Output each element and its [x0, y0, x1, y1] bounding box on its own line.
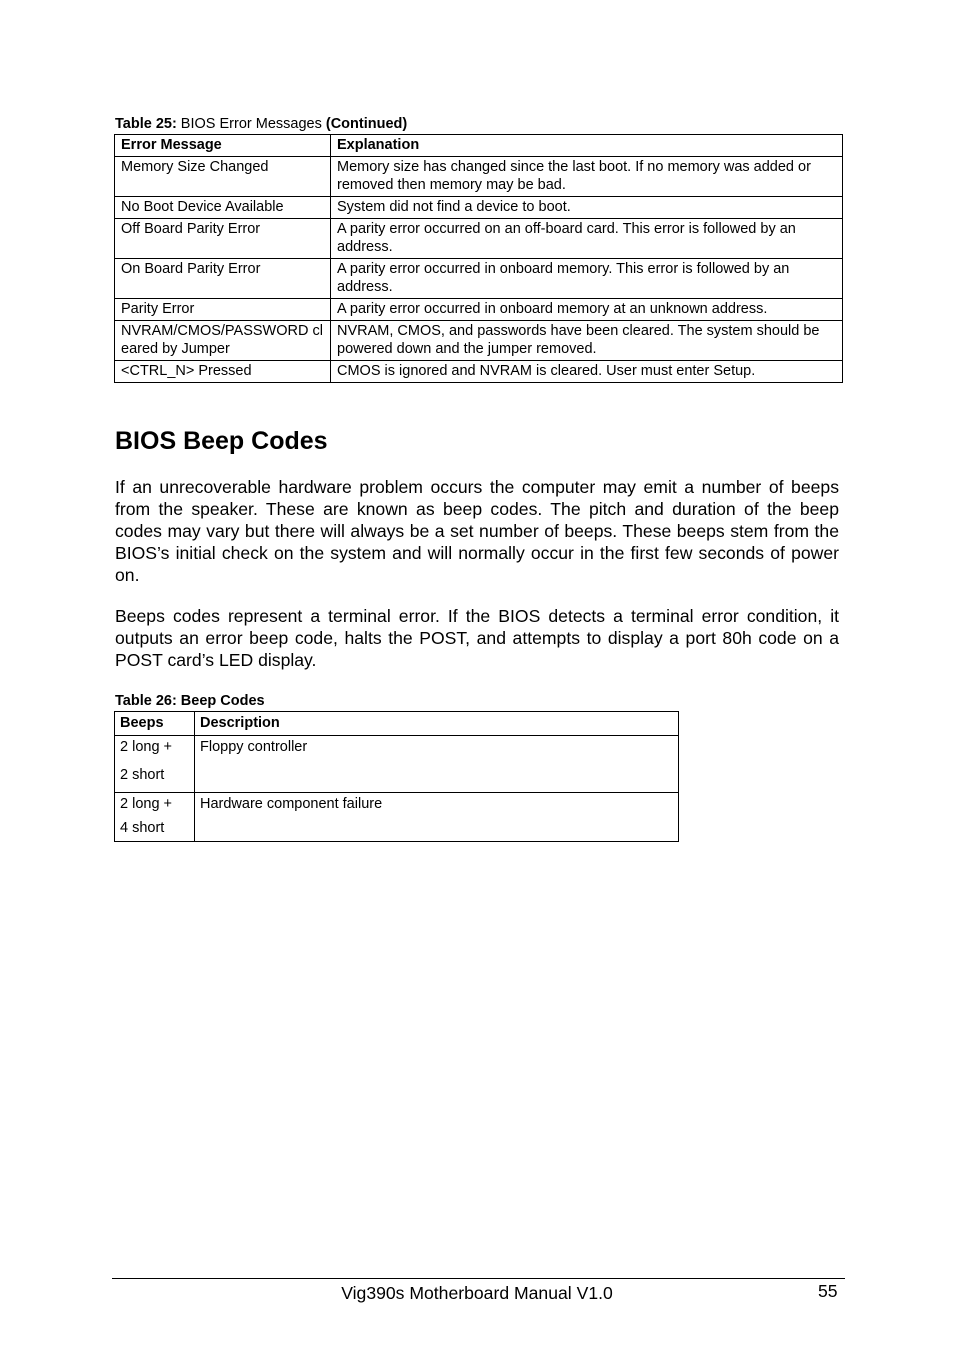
- description-cell: Hardware component failure: [195, 793, 679, 842]
- footer-title: Vig390s Motherboard Manual V1.0: [341, 1283, 613, 1303]
- beeps-cell: [115, 793, 195, 842]
- table-row: [115, 736, 679, 793]
- explanation-cell: CMOS is ignored and NVRAM is cleared. User must enter Setup.: [331, 361, 843, 383]
- error-message-cell: No Boot Device Available: [115, 197, 331, 219]
- explanation-cell: NVRAM, CMOS, and passwords have been cleared. The system should be powered down and the jumper removed.: [331, 321, 843, 361]
- table-25-caption-label: Table 25:: [115, 116, 177, 132]
- table-26-caption: [115, 693, 265, 710]
- column-header-beeps: Beeps: [115, 712, 195, 736]
- column-header-explanation: Explanation: [331, 135, 843, 157]
- table-header-row: [115, 712, 679, 736]
- beeps-line: 2 long +: [120, 739, 173, 755]
- footer-divider: [112, 1278, 845, 1279]
- table-row: [115, 259, 843, 299]
- beeps-line: 4 short: [120, 820, 165, 836]
- beeps-line: 2 short: [120, 767, 165, 783]
- table-row: [115, 361, 843, 383]
- explanation-cell: System did not find a device to boot.: [331, 197, 843, 219]
- explanation-cell: A parity error occurred in onboard memory at an unknown address.: [331, 299, 843, 321]
- error-message-cell: NVRAM/CMOS/PASSWORD cleared by Jumper: [115, 321, 331, 361]
- beeps-cell: [115, 736, 195, 793]
- table-row: [115, 219, 843, 259]
- error-message-cell: Memory Size Changed: [115, 157, 331, 197]
- table-row: [115, 321, 843, 361]
- beeps-line: 2 long +: [120, 796, 173, 812]
- bios-error-messages-table: [114, 134, 843, 383]
- table-25-caption-suffix: (Continued): [325, 116, 408, 132]
- column-header-description: Description: [195, 712, 679, 736]
- beep-codes-table: [114, 711, 679, 842]
- table-row: [115, 299, 843, 321]
- body-paragraph: Beeps codes represent a terminal error. If the BIOS detects a terminal error condition, it outputs an error beep code, halts the POST, and attempts to display a port 80h code on a POST card’s LED display.: [115, 606, 839, 670]
- description-cell: Floppy controller: [195, 736, 679, 793]
- page-number: 55: [818, 1281, 838, 1301]
- table-header-row: [115, 135, 843, 157]
- table-row: [115, 197, 843, 219]
- error-message-cell: Parity Error: [115, 299, 331, 321]
- table-25-caption: [115, 116, 407, 133]
- table-row: [115, 157, 843, 197]
- error-message-cell: On Board Parity Error: [115, 259, 331, 299]
- table-25-caption-text: BIOS Error Messages: [176, 116, 326, 132]
- section-heading: BIOS Beep Codes: [115, 427, 328, 455]
- table-row: [115, 793, 679, 842]
- body-paragraph: If an unrecoverable hardware problem occurs the computer may emit a number of beeps from the speaker. These are known as beep codes. The pitch and duration of the beep codes may vary but there will always be a set number of beeps. These beeps stem from the BIOS’s initial check on the system and will normally occur in the first few seconds of power on.: [115, 477, 839, 585]
- explanation-cell: Memory size has changed since the last boot. If no memory was added or removed then memory may be bad.: [331, 157, 843, 197]
- table-26-caption-text: Table 26: Beep Codes: [115, 693, 265, 709]
- error-message-cell: Off Board Parity Error: [115, 219, 331, 259]
- explanation-cell: A parity error occurred in onboard memory. This error is followed by an address.: [331, 259, 843, 299]
- explanation-cell: A parity error occurred on an off-board card. This error is followed by an address.: [331, 219, 843, 259]
- error-message-cell: <CTRL_N> Pressed: [115, 361, 331, 383]
- column-header-error-message: Error Message: [115, 135, 331, 157]
